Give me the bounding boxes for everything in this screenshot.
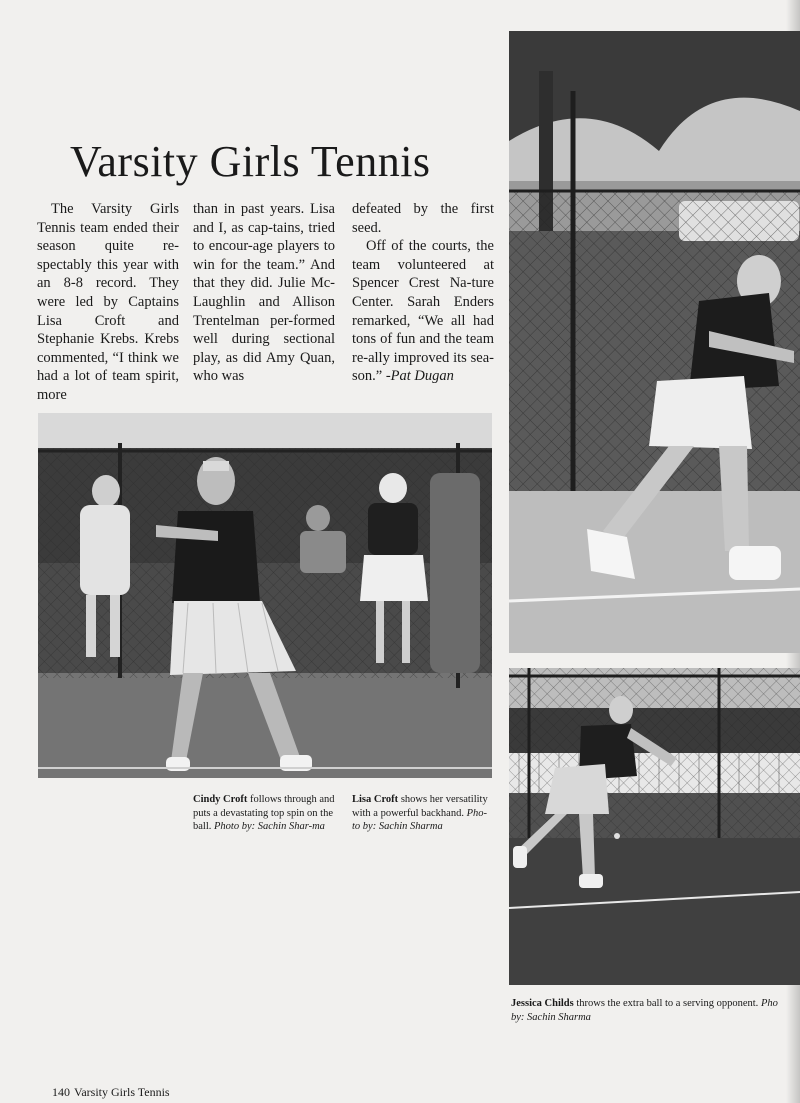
section-name: Varsity Girls Tennis xyxy=(74,1085,170,1099)
caption-subject-name: Cindy Croft xyxy=(193,794,248,805)
photo-lisa-croft xyxy=(509,31,800,653)
article-column-2 xyxy=(193,200,335,386)
photo-cindy-croft xyxy=(38,413,492,778)
page-title: Varsity Girls Tennis xyxy=(70,137,431,186)
photo-credit: by: Sachin Sharma xyxy=(511,1011,591,1023)
caption-main-photo: Cindy Croft follows through and puts a devastating top spin on the ball. Photo by: Sachin Shar-ma xyxy=(193,794,335,832)
page-folio xyxy=(52,1085,170,1100)
article-byline: -Pat Dugan xyxy=(385,368,454,385)
article-text: The Varsity Girls Tennis team ended their season quite re-spectably this year with an 8-8 record. They were led by Captains Lisa Croft and Stephanie Krebs. Krebs commented, “I think we had a lot of team spirit, more xyxy=(37,201,179,403)
article-column-1 xyxy=(37,200,179,405)
caption-right-bottom-photo: Jessica Childs throws the extra ball to a serving opponent. Pho by: Sachin Sharma xyxy=(511,998,778,1023)
photo-credit: Pho xyxy=(760,998,778,1009)
article-column-3 xyxy=(352,200,494,386)
page-number: 140 xyxy=(52,1085,70,1099)
caption-subject-name: Lisa Croft xyxy=(352,794,399,805)
photo-jessica-childs xyxy=(509,668,800,985)
article-text: than in past years. Lisa and I, as cap-tains, tried to encour-age players to win for the team.” And that they did. Julie Mc-Laughlin and Allison Trentelman per-formed well during sectional play, as did Amy Quan, who was xyxy=(193,201,335,385)
caption-subject-name: Jessica Childs xyxy=(511,998,574,1009)
article-text: defeated by the first seed. xyxy=(352,201,494,236)
article-text: Off of the courts, the team volunteered at Spencer Crest Na-ture Center. Sarah Enders remarked, “We all had tons of fun and the team re-ally improved its sea-son.” -Pat Dugan xyxy=(352,238,494,385)
caption-right-top-photo: Lisa Croft shows her versatility with a powerful backhand. Pho-to by: Sachin Sharma xyxy=(352,794,488,832)
photo-credit: Pho-to by: Sachin Sharma xyxy=(352,807,488,832)
photo-credit: Photo by: Sachin Shar-ma xyxy=(214,821,325,832)
